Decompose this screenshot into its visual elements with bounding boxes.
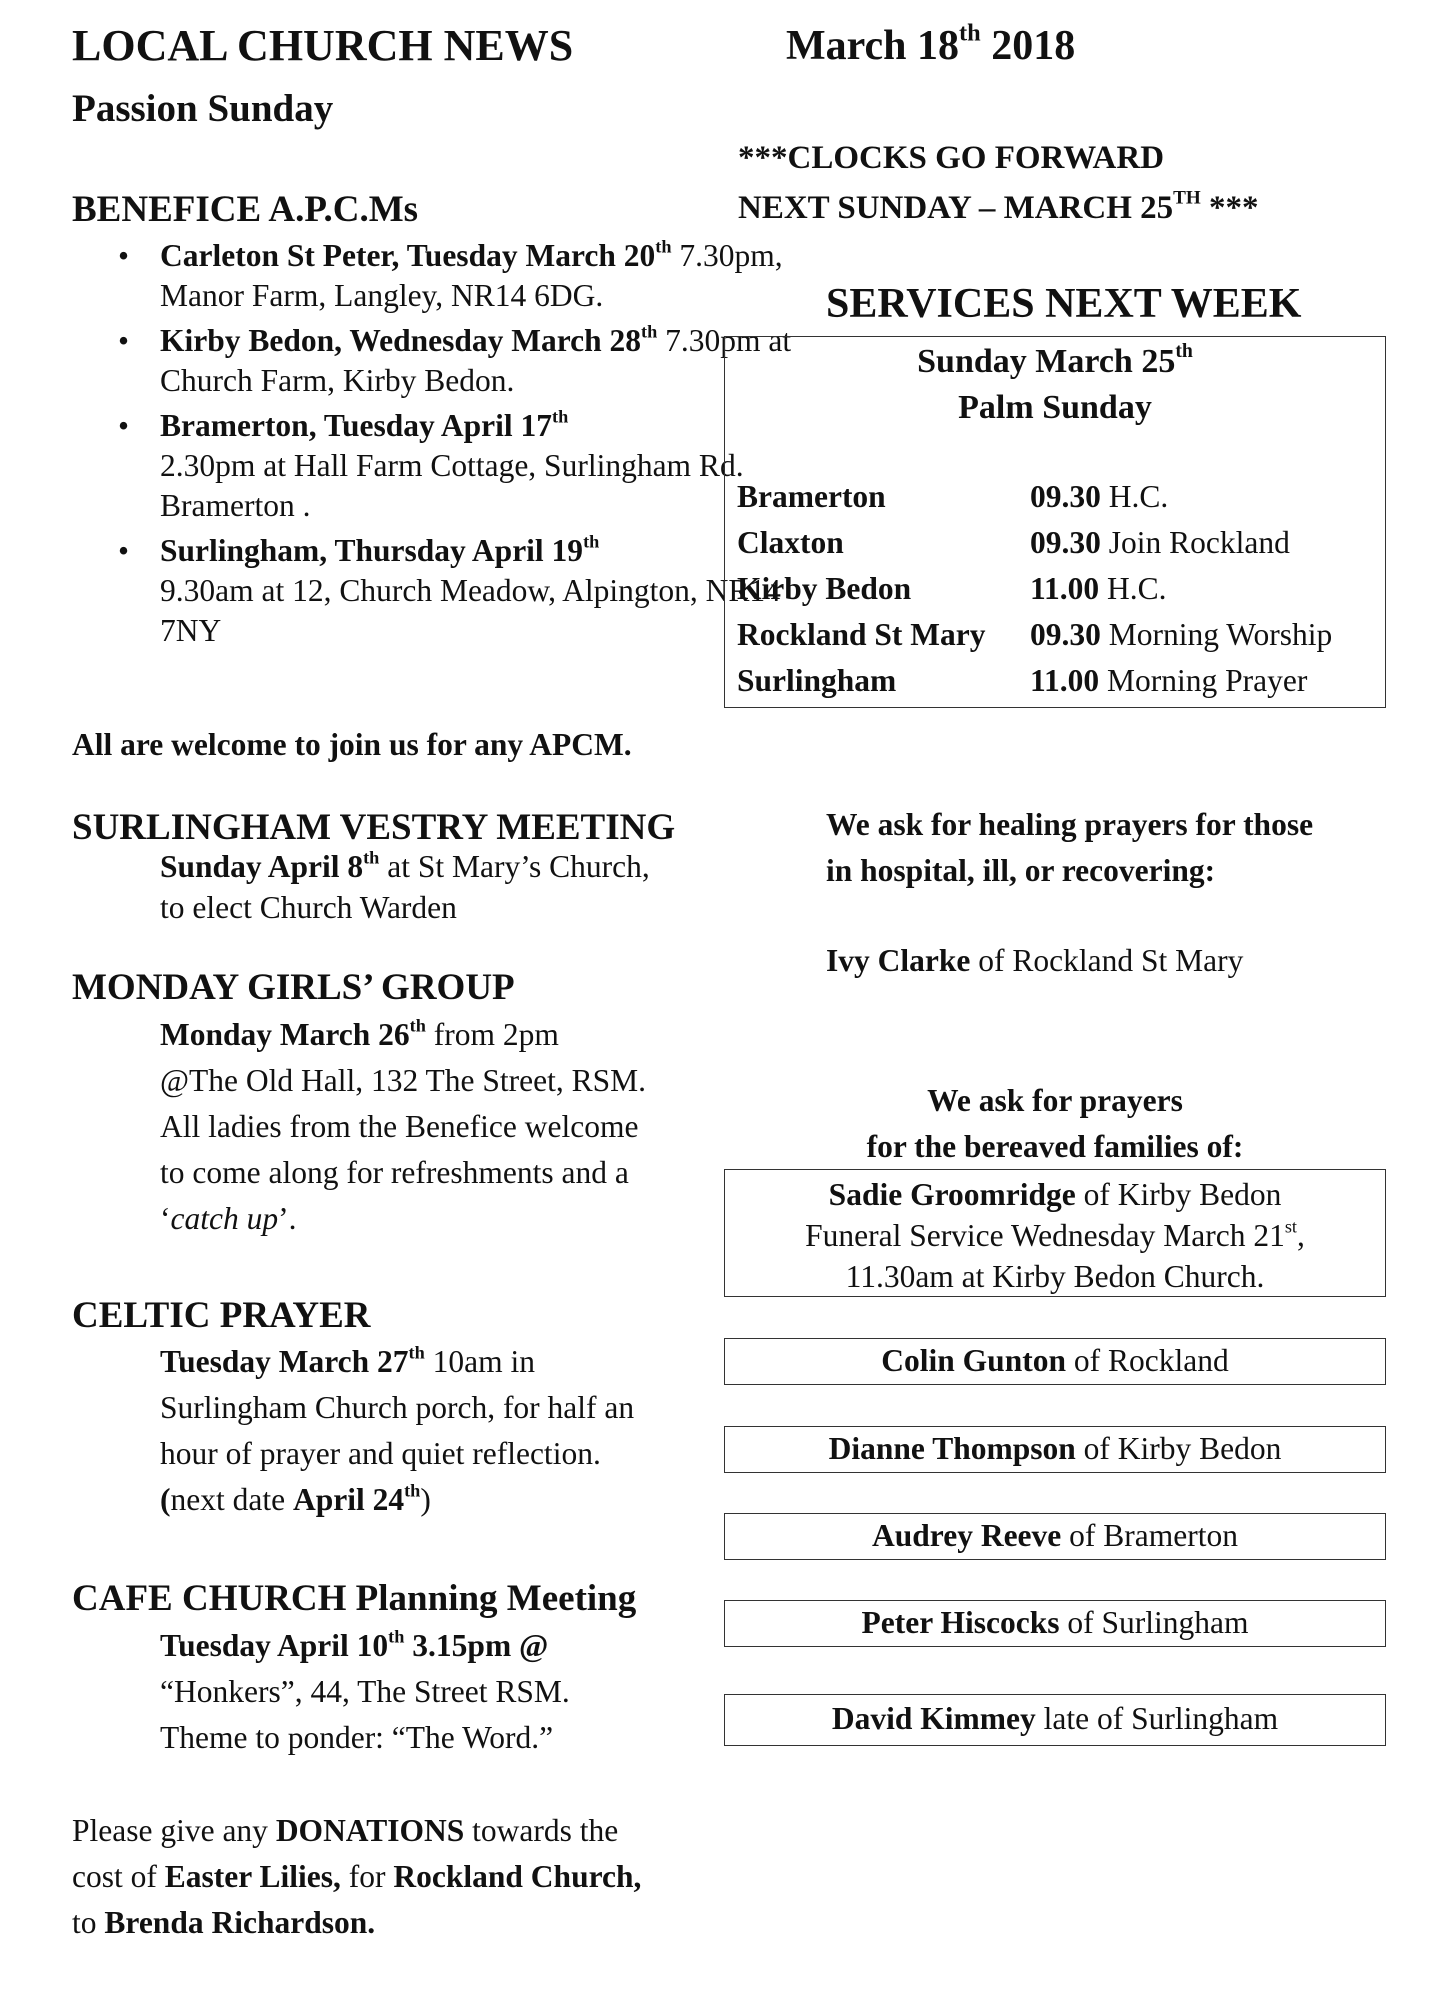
apcm-heading: BENEFICE A.P.C.Ms [72, 189, 419, 230]
table-row: Claxton 09.30 Join Rockland [737, 525, 1290, 560]
bereaved-box-first [724, 1169, 1386, 1297]
table-row: Surlingham 11.00 Morning Prayer [737, 663, 1308, 698]
bereaved-first-text: Sadie Groomridge of Kirby Bedon Funeral Service Wednesday March 21st, 11.30am at Kirby Bedon Church. [805, 1177, 1305, 1294]
bereaved-box: David Kimmey late of Surlingham [724, 1694, 1386, 1746]
table-row: Bramerton 09.30 H.C. [737, 479, 1169, 514]
services-date: Sunday March 25th Palm Sunday [917, 340, 1193, 426]
newsletter-subtitle: Passion Sunday [72, 87, 334, 130]
services-table [737, 474, 1332, 704]
services-heading: SERVICES NEXT WEEK [826, 281, 1302, 327]
vestry-text: Sunday April 8th at St Mary’s Church, to elect Church Warden [160, 847, 650, 925]
celtic-text: Tuesday March 27th 10am in Surlingham Church porch, for half an hour of prayer and quiet reflection. (next date April 24th) [160, 1342, 635, 1517]
apcm-list [74, 236, 800, 656]
bereaved-box: Audrey Reeve of Bramerton [724, 1513, 1386, 1560]
clocks-notice: ***CLOCKS GO FORWARD NEXT SUNDAY – MARCH 25TH *** [738, 140, 1259, 226]
newsletter-date: March 18th 2018 [786, 19, 1076, 69]
newsletter-title: LOCAL CHURCH NEWS [72, 21, 574, 70]
list-item: • Carleton St Peter, Tuesday March 20th 7.30pm, Manor Farm, Langley, NR14 6DG. [160, 236, 800, 316]
table-row: Rockland St Mary 09.30 Morning Worship [737, 617, 1333, 652]
cafe-text: Tuesday April 10th 3.15pm @ “Honkers”, 44, The Street RSM. Theme to ponder: “The Word.” [160, 1626, 570, 1755]
table-row: Kirby Bedon 11.00 H.C. [737, 571, 1167, 606]
vestry-heading: SURLINGHAM VESTRY MEETING [72, 807, 676, 848]
list-item: • Kirby Bedon, Wednesday March 28th 7.30pm at Church Farm, Kirby Bedon. [160, 321, 800, 401]
girls-text: Monday March 26th from 2pm @The Old Hall, 132 The Street, RSM. All ladies from the Benefice welcome to come along for refreshments and a ‘catch up’. [160, 1015, 647, 1236]
services-box [724, 336, 1386, 708]
bereaved-request: We ask for prayers for the bereaved families of: [866, 1083, 1244, 1164]
bereaved-box: Dianne Thompson of Kirby Bedon [724, 1426, 1386, 1473]
apcm-footer: All are welcome to join us for any APCM. [72, 727, 632, 762]
list-item: • Surlingham, Thursday April 19th 9.30am at 12, Church Meadow, Alpington, NR14 7NY [160, 531, 800, 651]
girls-heading: MONDAY GIRLS’ GROUP [72, 967, 515, 1008]
healing-name: Ivy Clarke of Rockland St Mary [826, 943, 1244, 978]
list-item: • Bramerton, Tuesday April 17th 2.30pm at Hall Farm Cottage, Surlingham Rd. Bramerton . [160, 406, 800, 526]
celtic-heading: CELTIC PRAYER [72, 1295, 371, 1336]
donations-text: Please give any DONATIONS towards the cost of Easter Lilies, for Rockland Church, to Brenda Richardson. [72, 1813, 642, 1940]
bereaved-box: Peter Hiscocks of Surlingham [724, 1600, 1386, 1647]
bereaved-box: Colin Gunton of Rockland [724, 1338, 1386, 1385]
healing-request: We ask for healing prayers for those in hospital, ill, or recovering: [826, 807, 1314, 888]
cafe-heading: CAFE CHURCH Planning Meeting [72, 1578, 637, 1619]
